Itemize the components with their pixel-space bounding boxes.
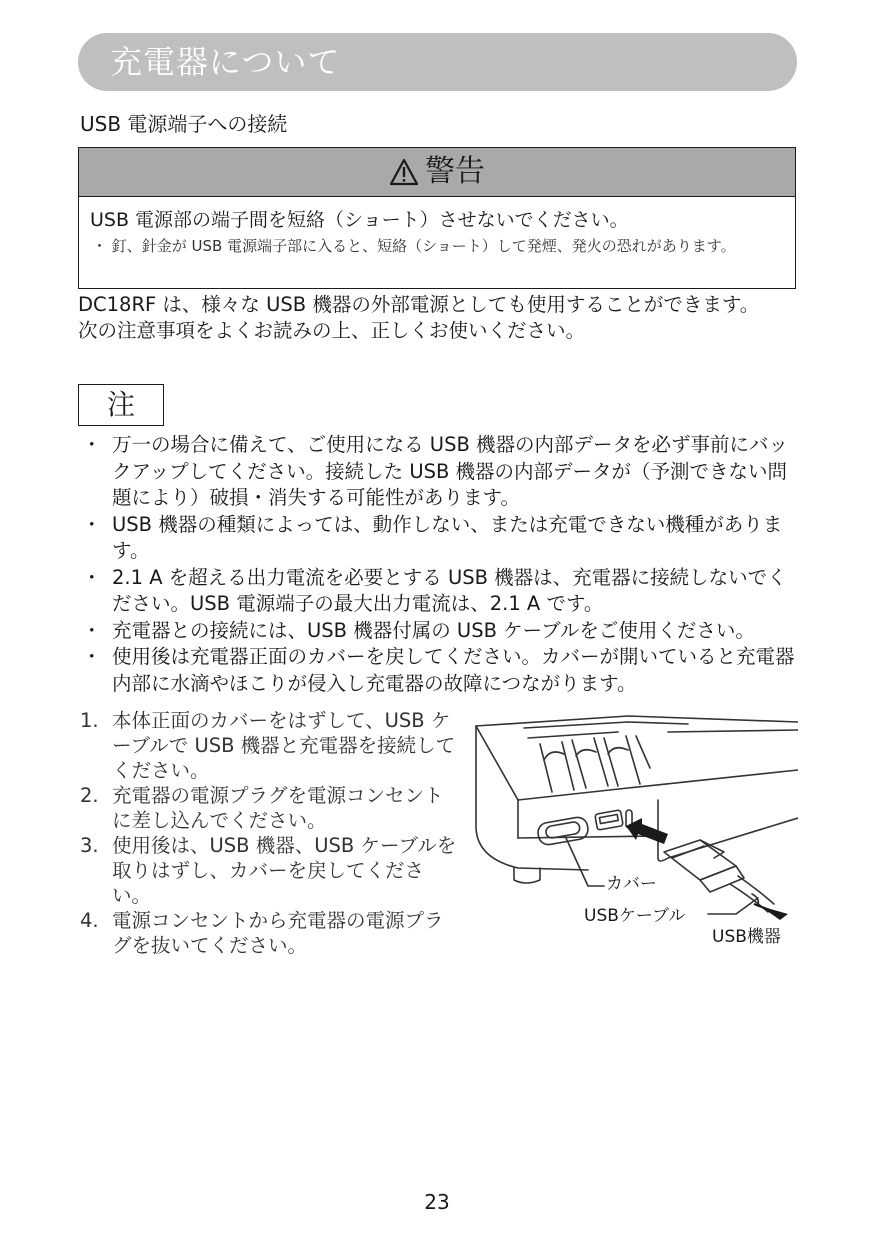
step-item xyxy=(80,783,460,833)
step-number: 3. xyxy=(80,834,99,857)
note-label: 注 xyxy=(78,384,164,426)
intro-paragraph xyxy=(78,292,808,344)
warning-box xyxy=(78,147,796,289)
step-text: 本体正面のカバーをはずして、USB ケーブルで USB 機器と充電器を接続してください。 xyxy=(112,709,456,782)
warning-title: 警告 xyxy=(425,154,485,189)
section-banner xyxy=(78,33,797,91)
cover-callout: カバー xyxy=(606,874,657,894)
note-list xyxy=(82,432,798,697)
note-item: ・ 充電器との接続には、USB 機器付属の USB ケーブルをご使用ください。 xyxy=(82,618,798,645)
step-item xyxy=(80,833,460,908)
note-item: ・ 2.1 A を超える出力電流を必要とする USB 機器は、充電器に接続しないでください。USB 電源端子の最大出力電流は、2.1 A です。 xyxy=(82,565,798,618)
step-text: 使用後は、USB 機器、USB ケーブルを取りはずし、カバーを戻してください。 xyxy=(112,834,457,907)
step-number: 1. xyxy=(80,709,99,732)
step-number: 4. xyxy=(80,909,99,932)
page-number: 23 xyxy=(424,1190,450,1214)
warning-triangle-icon xyxy=(389,158,419,186)
intro-line: 次の注意事項をよくお読みの上、正しくお使いください。 xyxy=(78,319,586,342)
steps-list xyxy=(80,708,460,958)
note-item: ・ 使用後は充電器正面のカバーを戻してください。カバーが開いていると充電器内部に水滴やほこりが侵入し充電器の故障につながります。 xyxy=(82,644,798,697)
section-subheading: USB 電源端子への接続 xyxy=(80,112,288,136)
usb-device-callout: USB機器 xyxy=(712,927,781,947)
step-number: 2. xyxy=(80,784,99,807)
warning-main-text: USB 電源部の端子間を短絡（ショート）させないでください。 xyxy=(90,209,629,231)
usb-cable-callout: USBケーブル xyxy=(584,906,686,926)
intro-line: DC18RF は、様々な USB 機器の外部電源としても使用することができます。 xyxy=(78,293,760,316)
note-item: ・ 万一の場合に備えて、ご使用になる USB 機器の内部データを必ず事前にバックアップしてください。接続した USB 機器の内部データが（予測できない問題により）破損・消失する可能性があります。 xyxy=(82,432,798,512)
step-text: 電源コンセントから充電器の電源プラグを抜いてください。 xyxy=(112,909,444,957)
page-title: 充電器について xyxy=(110,43,341,81)
step-text: 充電器の電源プラグを電源コンセントに差し込んでください。 xyxy=(112,784,444,832)
step-item xyxy=(80,908,460,958)
note-item: ・ USB 機器の種類によっては、動作しない、または充電できない機種があります。 xyxy=(82,512,798,565)
warning-sub-text: ・ 釘、針金が USB 電源端子部に入ると、短絡（ショート）して発煙、発火の恐れがあります。 xyxy=(92,237,736,255)
charger-illustration xyxy=(468,708,798,958)
warning-header xyxy=(79,148,795,197)
step-item xyxy=(80,708,460,783)
